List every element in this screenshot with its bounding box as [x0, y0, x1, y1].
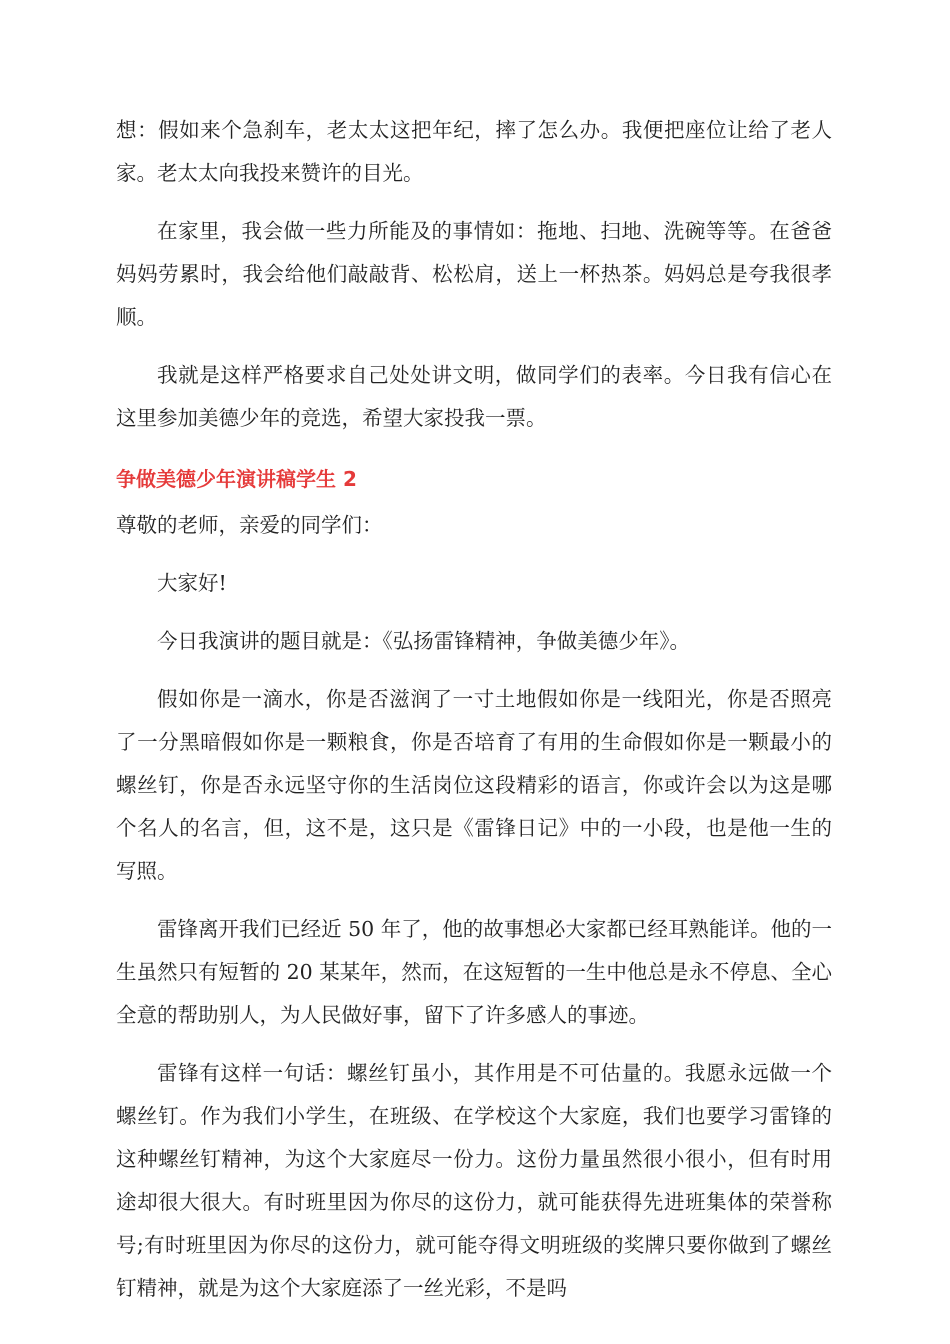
document-page — [116, 109, 832, 1310]
paragraph-topic: 今日我演讲的题目就是：《弘扬雷锋精神，争做美德少年》。 — [157, 629, 690, 653]
paragraph-screw-spirit: 雷锋有这样一句话：螺丝钉虽小，其作用是不可估量的。我愿永远做一个螺丝钉。作为我们小学生，在班级、在学校这个大家庭，我们也要学习雷锋的这种螺丝钉精神，为这个大家庭尽一份力。这份力量虽然很小很小，但有时用途却很大很大。有时班里因为你尽的这份力，就可能获得先进班集体的荣誉称号;有时班里因为你尽的这份力，就可能夺得文明班级的奖牌只要你做到了螺丝钉精神，就是为这个大家庭添了一丝光彩，不是吗 — [116, 1061, 832, 1300]
paragraph-quote: 假如你是一滴水，你是否滋润了一寸土地假如你是一线阳光，你是否照亮了一分黑暗假如你是一颗粮食，你是否培育了有用的生命假如你是一颗最小的螺丝钉，你是否永远坚守你的生活岗位这段精彩的语言，你或许会以为这是哪个名人的名言，但，这不是，这只是《雷锋日记》中的一小段，也是他一生的写照。 — [116, 687, 832, 883]
greeting: 大家好! — [157, 571, 227, 595]
paragraph-household-chores: 在家里，我会做一些力所能及的事情如：拖地、扫地、洗碗等等。在爸爸妈妈劳累时，我会给他们敲敲背、松松肩，送上一杯热茶。妈妈总是夸我很孝顺。 — [116, 219, 832, 329]
salutation: 尊敬的老师，亲爱的同学们： — [116, 513, 383, 537]
paragraph-leifeng-story: 雷锋离开我们已经近 50 年了，他的故事想必大家都已经耳熟能详。他的一生虽然只有短暂的 20 某某年，然而，在这短暂的一生中他总是永不停息、全心全意的帮助别人，为人民做好事，留下了许多感人的事迹。 — [116, 917, 832, 1027]
paragraph-continuation: 想：假如来个急刹车，老太太这把年纪，摔了怎么办。我便把座位让给了老人家。老太太向我投来赞许的目光。 — [116, 118, 832, 185]
paragraph-conclusion: 我就是这样严格要求自己处处讲文明，做同学们的表率。今日我有信心在这里参加美德少年的竞选，希望大家投我一票。 — [116, 363, 832, 430]
section-heading: 争做美德少年演讲稿学生 2 — [116, 467, 357, 491]
